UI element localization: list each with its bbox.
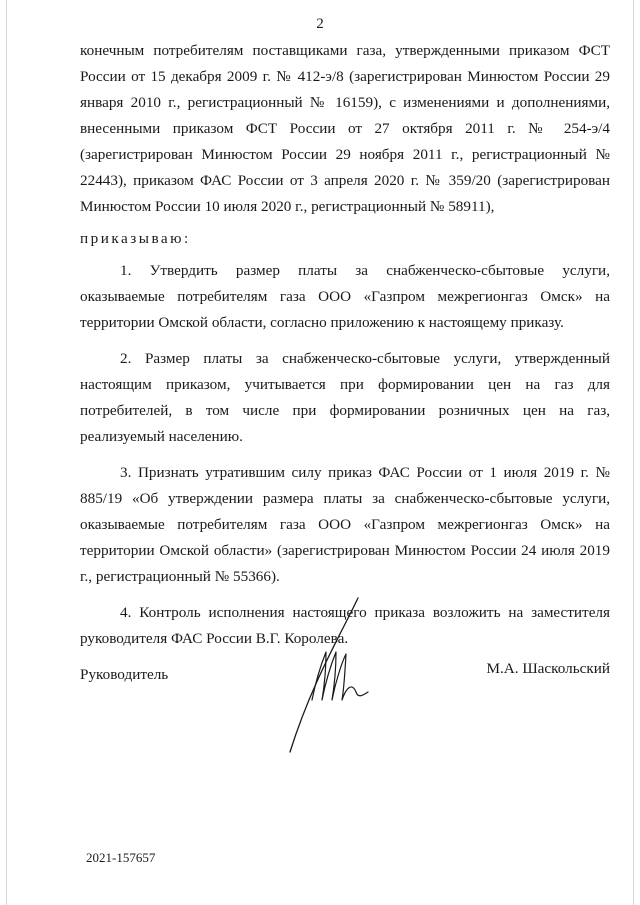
scan-edge-right bbox=[633, 0, 634, 905]
intro-paragraph: конечным потребителям поставщиками газа, утвержденными приказом ФСТ России от 15 декабря 2009 г. № 412-э/8 (зарегистрирован Минюстом России 29 января 2010 г., регистрационный № 16159), с изменениями и дополнениями, внесенными приказом ФСТ России от 27 октября 2011 г. № 254-э/4 (зарегистрирован Минюстом России 29 ноября 2011 г., регистрационный № 22443), приказом ФАС России от 3 апреля 2020 г. № 359/20 (зарегистрирован Минюстом России 10 июля 2020 г., регистрационный № 58911), bbox=[80, 42, 610, 215]
signatory-name: М.А. Шаскольский bbox=[486, 660, 610, 677]
document-registration-number: 2021-157657 bbox=[86, 850, 156, 865]
order-item-2: 2. Размер платы за снабженческо-сбытовые услуги, утвержденный настоящим приказом, учитывается при формировании цен на газ для потребителей, в том числе при формировании розничных цен на газ, реализуемый населению. bbox=[80, 350, 610, 445]
document-body bbox=[80, 38, 610, 652]
order-item-4: 4. Контроль исполнения настоящего приказа возложить на заместителя руководителя ФАС России В.Г. Королева. bbox=[80, 604, 610, 647]
handwritten-signature bbox=[282, 592, 382, 762]
page-number: 2 bbox=[316, 16, 324, 32]
signatory-title: Руководитель bbox=[80, 666, 169, 683]
order-item-1: 1. Утвердить размер платы за снабженческо-сбытовые услуги, оказываемые потребителям газа ООО «Газпром межрегионгаз Омск» на территории Омской области, согласно приложению к настоящему приказу. bbox=[80, 262, 610, 331]
scan-edge-left bbox=[6, 0, 7, 905]
order-item-3: 3. Признать утратившим силу приказ ФАС России от 1 июля 2019 г. № 885/19 «Об утверждении размера платы за снабженческо-сбытовые услуги, оказываемые потребителям газа ООО «Газпром межрегионгаз Омск» на территории Омской области» (зарегистрирован Минюстом России 24 июля 2019 г., регистрационный № 55366). bbox=[80, 464, 610, 585]
order-word: приказываю: bbox=[80, 230, 191, 247]
